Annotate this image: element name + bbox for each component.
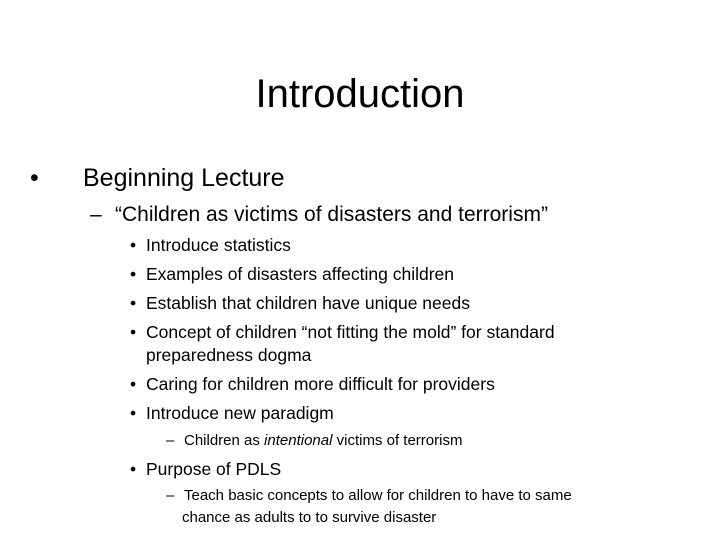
bullet-marker: • (30, 164, 39, 192)
slide-title: Introduction (255, 72, 465, 116)
bullet-marker: • (130, 374, 137, 394)
bullet-marker: • (130, 459, 137, 479)
dash-marker: – (166, 487, 175, 504)
level3-item: Examples of disasters affecting children (146, 264, 455, 284)
bullet-marker: • (130, 403, 137, 423)
bullet-marker: • (130, 235, 137, 255)
level4-emphasis: intentional (264, 432, 333, 449)
bullet-marker: • (130, 293, 137, 313)
level4-item-continuation: chance as adults to to survive disaster (182, 509, 437, 526)
level3-item-continuation: preparedness dogma (146, 345, 312, 365)
dash-marker: – (166, 432, 175, 449)
level3-item: Caring for children more difficult for providers (146, 374, 495, 394)
bullet-marker: • (130, 264, 137, 284)
level4-text: victims of terrorism (332, 432, 463, 449)
level3-item: Purpose of PDLS (146, 459, 282, 479)
level4-item: Teach basic concepts to allow for children to have to same (184, 487, 572, 504)
dash-marker: – (90, 203, 102, 226)
level4-item (184, 431, 462, 450)
level4-text: Children as (184, 432, 265, 449)
level1-text: Beginning Lecture (83, 164, 285, 192)
level3-item: Introduce statistics (146, 235, 291, 255)
level3-item: Introduce new paradigm (146, 403, 334, 423)
level3-item: Establish that children have unique needs (146, 293, 470, 313)
level2-text: “Children as victims of disasters and terrorism” (115, 203, 548, 226)
level3-item: Concept of children “not fitting the mold” for standard (146, 322, 555, 342)
bullet-marker: • (130, 322, 137, 342)
